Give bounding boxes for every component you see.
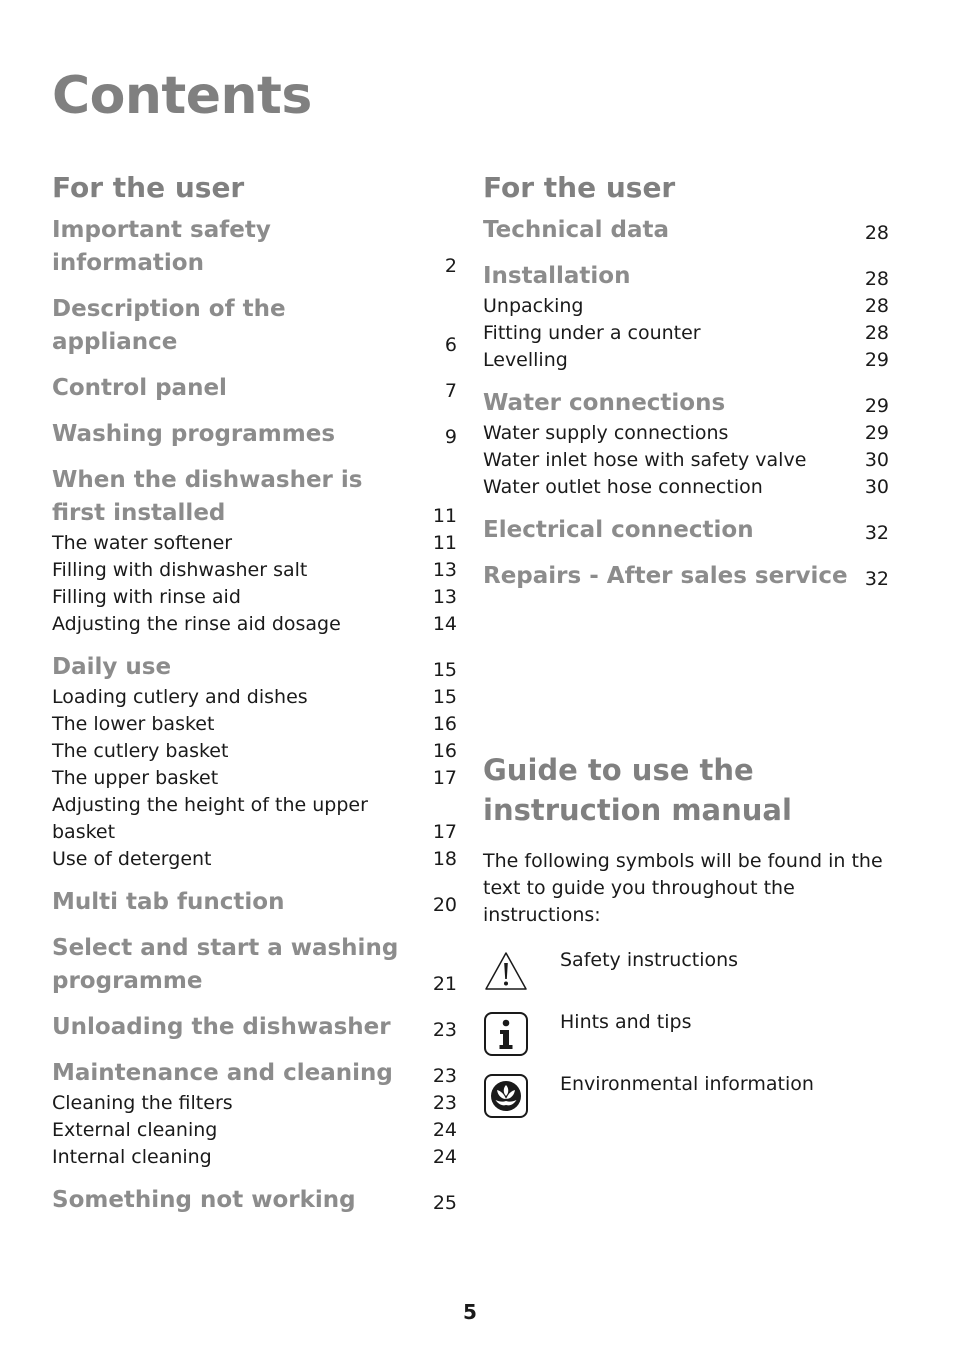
toc-entry bbox=[52, 418, 457, 451]
toc-list bbox=[483, 214, 889, 593]
page-ref: 25 bbox=[432, 1192, 457, 1214]
toc-subitem-label: Unpacking bbox=[483, 295, 584, 317]
page-ref: 11 bbox=[432, 505, 457, 527]
toc-subitem-label: Filling with rinse aid bbox=[52, 586, 241, 608]
toc-heading: Multi tab function bbox=[52, 889, 285, 915]
toc-heading-row bbox=[483, 214, 889, 247]
page-ref: 23 bbox=[432, 1092, 457, 1114]
page-ref: 14 bbox=[432, 613, 457, 635]
toc-subitem bbox=[52, 792, 457, 846]
page-ref: 29 bbox=[864, 422, 889, 444]
toc-heading: Washing programmes bbox=[52, 421, 336, 447]
page-ref: 15 bbox=[432, 659, 457, 681]
toc-subitem bbox=[483, 447, 889, 474]
toc-subitem-label: The upper basket bbox=[52, 767, 219, 789]
toc-subitem bbox=[52, 684, 457, 711]
toc-subitem-label: Adjusting the height of the upper basket bbox=[52, 794, 368, 843]
page-ref: 13 bbox=[432, 559, 457, 581]
toc-subitem bbox=[52, 765, 457, 792]
toc-subitem-label: Adjusting the rinse aid dosage bbox=[52, 613, 341, 635]
toc-subitem-label: Loading cutlery and dishes bbox=[52, 686, 308, 708]
page-ref: 18 bbox=[432, 848, 457, 870]
page-ref: 7 bbox=[444, 380, 457, 402]
toc-entry bbox=[483, 387, 889, 501]
toc-subitem-label: Internal cleaning bbox=[52, 1146, 212, 1168]
page-ref: 32 bbox=[864, 568, 889, 590]
toc-heading: Repairs - After sales service bbox=[483, 563, 848, 589]
symbol-row-safety bbox=[483, 949, 913, 1011]
info-icon bbox=[483, 1011, 529, 1057]
toc-heading-row bbox=[483, 260, 889, 293]
toc-subitem-label: Water supply connections bbox=[483, 422, 729, 444]
page-ref: 29 bbox=[864, 349, 889, 371]
toc-heading: Electrical connection bbox=[483, 517, 754, 543]
toc-heading: When the dishwasher is first installed bbox=[52, 467, 363, 526]
toc-entry bbox=[52, 932, 457, 998]
page-ref: 23 bbox=[432, 1019, 457, 1041]
page-ref: 16 bbox=[432, 740, 457, 762]
toc-entry bbox=[52, 886, 457, 919]
toc-heading: Technical data bbox=[483, 217, 670, 243]
toc-subitem bbox=[483, 293, 889, 320]
page-number: 5 bbox=[463, 1300, 477, 1324]
toc-subitem-label: The lower basket bbox=[52, 713, 215, 735]
toc-heading: Maintenance and cleaning bbox=[52, 1060, 393, 1086]
toc-subitem bbox=[52, 557, 457, 584]
page-ref: 21 bbox=[432, 973, 457, 995]
toc-subitem-label: Filling with dishwasher salt bbox=[52, 559, 308, 581]
toc-entry bbox=[52, 214, 457, 280]
toc-subitem bbox=[483, 474, 889, 501]
toc-heading-row bbox=[52, 418, 457, 451]
toc-heading-row bbox=[52, 464, 457, 530]
symbol-row-environment bbox=[483, 1073, 913, 1135]
toc-subitem bbox=[52, 1090, 457, 1117]
toc-subitem bbox=[52, 530, 457, 557]
toc-subitem-label: Water outlet hose connection bbox=[483, 476, 763, 498]
guide-intro: The following symbols will be found in the text to guide you throughout the instructions: bbox=[483, 850, 883, 926]
toc-column-left bbox=[52, 168, 457, 1230]
toc-heading: Something not working bbox=[52, 1187, 356, 1213]
toc-entry bbox=[52, 372, 457, 405]
page-ref: 24 bbox=[432, 1146, 457, 1168]
section-heading: For the user bbox=[52, 171, 245, 204]
toc-subitem bbox=[52, 1144, 457, 1171]
toc-subitem-label: Cleaning the filters bbox=[52, 1092, 233, 1114]
toc-heading: Daily use bbox=[52, 654, 172, 680]
page-ref: 6 bbox=[444, 334, 457, 356]
page-ref: 28 bbox=[864, 268, 889, 290]
toc-heading: Water connections bbox=[483, 390, 726, 416]
toc-heading-row bbox=[52, 1011, 457, 1044]
toc-heading: Unloading the dishwasher bbox=[52, 1014, 391, 1040]
toc-subitem-label: External cleaning bbox=[52, 1119, 218, 1141]
toc-entry bbox=[52, 464, 457, 638]
section-heading: For the user bbox=[483, 171, 676, 204]
page-ref: 17 bbox=[432, 821, 457, 843]
toc-subitem bbox=[52, 711, 457, 738]
toc-entry bbox=[52, 651, 457, 873]
toc-entry bbox=[483, 560, 889, 593]
toc-heading-row bbox=[52, 651, 457, 684]
toc-subitem bbox=[52, 846, 457, 873]
toc-subitem-label: The cutlery basket bbox=[52, 740, 229, 762]
toc-heading-row bbox=[483, 560, 889, 593]
toc-subitem-label: The water softener bbox=[52, 532, 233, 554]
toc-entry bbox=[52, 293, 457, 359]
toc-heading-row bbox=[52, 293, 457, 359]
page-ref: 13 bbox=[432, 586, 457, 608]
toc-heading-row bbox=[483, 387, 889, 420]
guide-section bbox=[483, 750, 913, 1135]
page-ref: 30 bbox=[864, 476, 889, 498]
toc-column-right bbox=[483, 168, 889, 606]
toc-heading-row bbox=[52, 1057, 457, 1090]
symbol-list bbox=[483, 949, 913, 1135]
toc-entry bbox=[483, 214, 889, 247]
page-ref: 32 bbox=[864, 522, 889, 544]
page-ref: 20 bbox=[432, 894, 457, 916]
warning-triangle-icon bbox=[483, 949, 529, 995]
toc-entry bbox=[52, 1184, 457, 1217]
guide-title: Guide to use the instruction manual bbox=[483, 753, 792, 827]
toc-heading-row bbox=[52, 1184, 457, 1217]
toc-subitem bbox=[483, 320, 889, 347]
symbol-label: Hints and tips bbox=[560, 1011, 692, 1033]
page-ref: 2 bbox=[444, 255, 457, 277]
toc-heading-row bbox=[483, 514, 889, 547]
toc-heading-row bbox=[52, 932, 457, 998]
toc-entry bbox=[483, 260, 889, 374]
page-ref: 24 bbox=[432, 1119, 457, 1141]
environment-leaf-icon bbox=[483, 1073, 529, 1119]
toc-subitem bbox=[52, 611, 457, 638]
page-ref: 28 bbox=[864, 322, 889, 344]
page-title: Contents bbox=[52, 66, 312, 126]
page-ref: 28 bbox=[864, 295, 889, 317]
symbol-row-hints bbox=[483, 1011, 913, 1073]
toc-heading: Select and start a washing programme bbox=[52, 935, 399, 994]
page-ref: 30 bbox=[864, 449, 889, 471]
toc-subitem bbox=[483, 420, 889, 447]
page-ref: 17 bbox=[432, 767, 457, 789]
toc-heading: Description of the appliance bbox=[52, 296, 286, 355]
page-ref: 9 bbox=[444, 426, 457, 448]
toc-heading: Control panel bbox=[52, 375, 227, 401]
toc-subitem-label: Use of detergent bbox=[52, 848, 212, 870]
toc-entry bbox=[52, 1057, 457, 1171]
toc-subitem bbox=[483, 347, 889, 374]
page-ref: 16 bbox=[432, 713, 457, 735]
toc-heading-row bbox=[52, 886, 457, 919]
page-ref: 23 bbox=[432, 1065, 457, 1087]
page-ref: 15 bbox=[432, 686, 457, 708]
toc-subitem bbox=[52, 1117, 457, 1144]
toc-entry bbox=[52, 1011, 457, 1044]
toc-heading-row bbox=[52, 214, 457, 280]
toc-entry bbox=[483, 514, 889, 547]
symbol-label: Safety instructions bbox=[560, 949, 739, 971]
toc-subitem-label: Fitting under a counter bbox=[483, 322, 701, 344]
toc-subitem bbox=[52, 738, 457, 765]
toc-subitem-label: Water inlet hose with safety valve bbox=[483, 449, 807, 471]
page-ref: 28 bbox=[864, 222, 889, 244]
toc-subitem bbox=[52, 584, 457, 611]
page-ref: 11 bbox=[432, 532, 457, 554]
toc-heading: Important safety information bbox=[52, 217, 271, 276]
toc-list bbox=[52, 214, 457, 1217]
toc-heading: Installation bbox=[483, 263, 631, 289]
toc-heading-row bbox=[52, 372, 457, 405]
toc-subitem-label: Levelling bbox=[483, 349, 568, 371]
page-ref: 29 bbox=[864, 395, 889, 417]
symbol-label: Environmental information bbox=[560, 1073, 814, 1095]
